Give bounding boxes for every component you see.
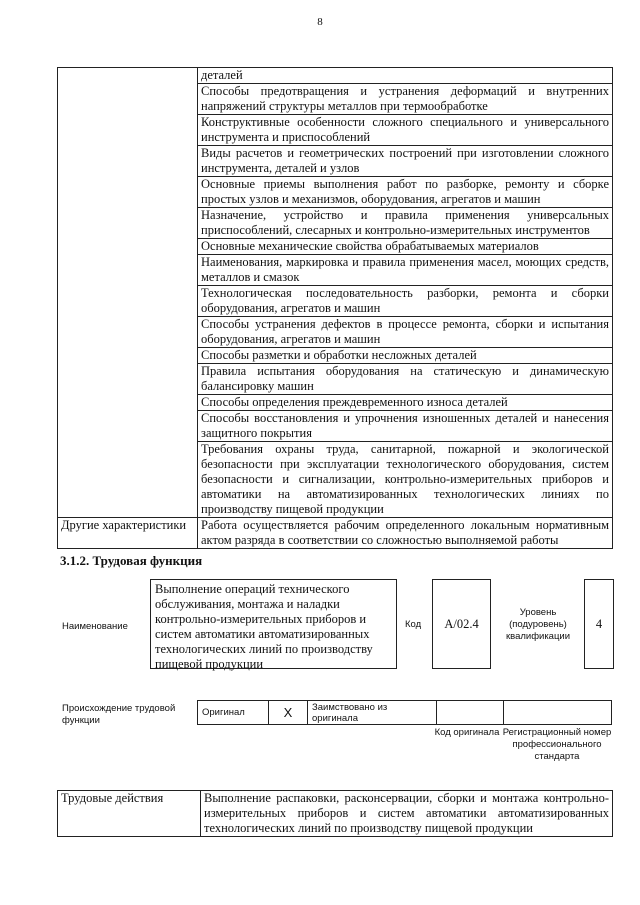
table-row (58, 518, 613, 549)
table-cell: деталей (198, 68, 613, 84)
table-cell: Способы определения преждевременного износа деталей (198, 395, 613, 411)
table-cell: Конструктивные особенности сложного специального и универсального инструмента и приспособлений (198, 115, 613, 146)
other-characteristics-label: Другие характеристики (58, 518, 198, 549)
section-title: 3.1.2. Трудовая функция (60, 553, 203, 568)
table-cell: Правила испытания оборудования на статическую и динамическую балансировку машин (198, 364, 613, 395)
reg-number-caption: Регистрационный номер профессионального стандарта (502, 727, 612, 762)
original-mark: X (269, 701, 308, 725)
table-cell: Способы устранения дефектов в процессе ремонта, сборки и испытания оборудования, агрегатов и машин (198, 317, 613, 348)
table-cell: Способы разметки и обработки несложных деталей (198, 348, 613, 364)
table-cell: Способы предотвращения и устранения деформаций и внутренних напряжений структуры металлов при термообработке (198, 84, 613, 115)
table-cell: Требования охраны труда, санитарной, пожарной и экологической безопасности при эксплуатации технологического оборудования, систем безопасности и сигнализации, контрольно-измерительных приборов и автоматики на автоматизированных технологических линиях по производству пищевой продукции (198, 442, 613, 518)
table-row (58, 68, 613, 84)
table-row (58, 791, 613, 837)
labor-actions-value: Выполнение распаковки, расконсервации, сборки и монтажа контрольно-измерительных приборов и систем автоматики автоматизированных технологических линий по производству пищевой продукции (201, 791, 613, 837)
origin-table (197, 700, 612, 725)
name-label: Наименование (62, 621, 128, 632)
origin-reg-cell (504, 701, 612, 725)
level-label: Уровень (подуровень) квалификации (505, 607, 571, 642)
level-box: 4 (584, 579, 614, 669)
labor-actions-label: Трудовые действия (58, 791, 201, 837)
other-characteristics-value: Работа осуществляется рабочим определенного локальным нормативным актом разряда в соответствии со сложностью выполняемой работы (198, 518, 613, 549)
original-cell: Оригинал (198, 701, 269, 725)
origin-code-cell (437, 701, 504, 725)
table-label-empty (58, 68, 198, 518)
table-cell: Назначение, устройство и правила применения универсальных приспособлений, слесарных и контрольно-измерительных инструментов (198, 208, 613, 239)
table-cell: Способы восстановления и упрочнения изношенных деталей и нанесения защитного покрытия (198, 411, 613, 442)
table-cell: Виды расчетов и геометрических построений при изготовлении сложного инструмента, деталей и узлов (198, 146, 613, 177)
knowledge-table (57, 67, 613, 549)
function-code-box: A/02.4 (432, 579, 491, 669)
origin-code-caption: Код оригинала (434, 727, 500, 738)
table-cell: Основные механические свойства обрабатываемых материалов (198, 239, 613, 255)
page-number: 8 (317, 16, 323, 28)
table-cell: Основные приемы выполнения работ по разборке, ремонту и сборке простых узлов и механизмов, оборудования, агрегатов и машин (198, 177, 613, 208)
labor-actions-table (57, 790, 613, 837)
table-cell: Технологическая последовательность разборки, ремонта и сборки оборудования, агрегатов и машин (198, 286, 613, 317)
code-label: Код (405, 619, 422, 630)
table-cell: Наименования, маркировка и правила применения масел, моющих средств, металлов и смазок (198, 255, 613, 286)
borrowed-cell: Заимствовано из оригинала (308, 701, 437, 725)
origin-label: Происхождение трудовой функции (62, 703, 176, 726)
function-name-box: Выполнение операций технического обслуживания, монтажа и наладки контрольно-измерительных приборов и систем автоматики автоматизированных технологических линий по производству пищевой продукции (150, 579, 397, 669)
table-row (198, 701, 612, 725)
